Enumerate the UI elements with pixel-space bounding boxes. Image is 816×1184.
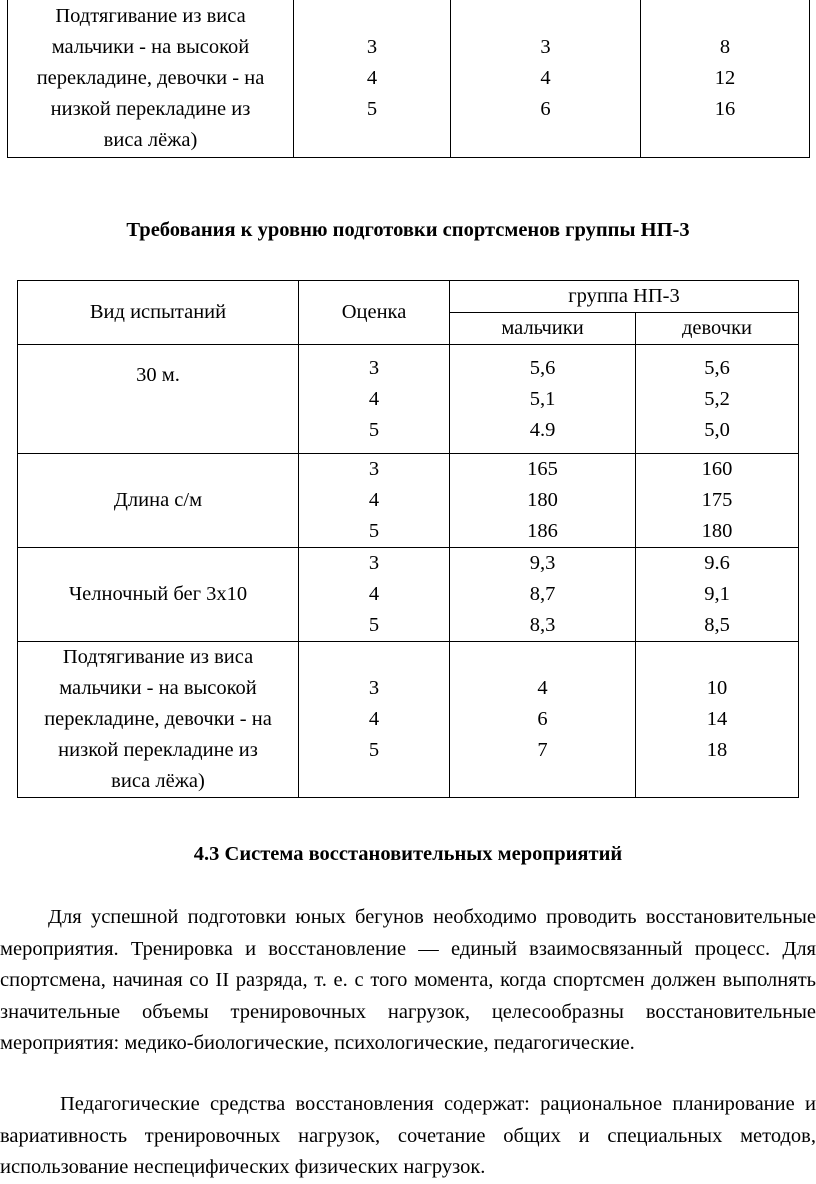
value: 5 — [368, 739, 380, 761]
table-row — [18, 548, 799, 642]
test-name-line: виса лёжа) — [103, 128, 198, 151]
girls-cell — [636, 454, 799, 548]
value: 3 — [368, 552, 380, 574]
value: 180 — [701, 520, 733, 542]
value: 14 — [706, 708, 728, 730]
header-group: группа НП-3 — [450, 281, 799, 313]
value: 5,1 — [529, 387, 556, 410]
test-name-cell — [8, 0, 294, 158]
value: 5,6 — [704, 356, 730, 379]
test-name-line: мальчики - на высокой — [51, 35, 250, 58]
paragraph: Педагогические средства восстановления содержат: рациональное планирование и вариативность тренировочных нагрузок, сочетание общих и специальных методов, использование неспецифических физических нагрузок. — [0, 1093, 816, 1178]
test-name-cell: 30 м. — [18, 345, 299, 454]
header-boys: мальчики — [450, 313, 636, 345]
table-row — [18, 642, 799, 798]
value-cell — [451, 0, 641, 158]
value: 8 — [719, 35, 731, 58]
value: 18 — [706, 739, 728, 761]
value: 5 — [366, 97, 378, 120]
value: 186 — [527, 520, 558, 542]
girls-cell — [636, 345, 799, 454]
header-test: Вид испытаний — [18, 281, 299, 345]
value: 3 — [368, 677, 380, 699]
value: 4 — [368, 489, 380, 511]
test-name-line: перекладине, девочки - на — [36, 66, 265, 89]
value: 4 — [368, 583, 380, 605]
value: 9.6 — [704, 552, 730, 574]
boys-cell — [450, 345, 636, 454]
value: 5,2 — [704, 387, 730, 410]
value: 3 — [540, 35, 551, 58]
value: 8,5 — [704, 614, 730, 636]
value: 165 — [527, 458, 558, 480]
value: 160 — [701, 458, 733, 480]
section-heading: 4.3 Система восстановительных мероприятий — [193, 843, 623, 865]
value: 4 — [368, 387, 380, 410]
test-name-line: перекладине, девочки - на — [44, 708, 272, 730]
paragraph: Для успешной подготовки юных бегунов необходимо проводить восстановительные мероприятия. Тренировка и восстановление — единый взаимосвязанный процесс. Для спортсмена, начиная со II разряда, т. е. с того момента, когда спортсмен должен выполнять значительные объемы тренировочных нагрузок, целесообразны восстановительные мероприятия: медико-биологические, психологические, педагогические. — [0, 906, 816, 1054]
value: 3 — [368, 356, 380, 379]
grade-cell — [294, 0, 451, 158]
value: 180 — [527, 489, 558, 511]
table-title: Требования к уровню подготовки спортсменов группы НП-3 — [126, 219, 690, 241]
table-row — [18, 454, 799, 548]
girls-cell — [636, 548, 799, 642]
test-name-line: низкой перекладине из — [50, 97, 251, 120]
test-name-line: мальчики - на высокой — [59, 677, 257, 699]
value: 10 — [706, 677, 728, 699]
value: 4 — [537, 677, 548, 699]
value: 6 — [537, 708, 548, 730]
grade-cell — [299, 454, 450, 548]
test-name-cell — [18, 642, 299, 798]
boys-cell — [450, 642, 636, 798]
value: 12 — [714, 66, 736, 89]
test-name-cell: Челночный бег 3х10 — [18, 548, 299, 642]
value: 8,3 — [529, 614, 556, 636]
value: 8,7 — [529, 583, 556, 605]
grade-cell — [299, 345, 450, 454]
requirements-table — [17, 280, 799, 798]
value: 6 — [540, 97, 551, 120]
test-name-cell: Длина с/м — [18, 454, 299, 548]
value: 4.9 — [529, 418, 556, 441]
value-cell — [641, 0, 810, 158]
value: 9,3 — [529, 552, 556, 574]
grade-cell — [299, 548, 450, 642]
test-name-line: Подтягивание из виса — [55, 4, 246, 27]
value: 175 — [701, 489, 733, 511]
value: 16 — [714, 97, 736, 120]
value: 5 — [368, 418, 380, 441]
boys-cell — [450, 454, 636, 548]
test-name-line: низкой перекладине из — [58, 739, 258, 761]
header-row — [18, 281, 799, 313]
value: 3 — [366, 35, 378, 58]
table-row — [18, 345, 799, 454]
value: 5,6 — [529, 356, 556, 379]
previous-table-fragment — [7, 0, 810, 158]
value: 4 — [540, 66, 551, 89]
value: 5 — [368, 614, 380, 636]
grade-cell — [299, 642, 450, 798]
test-name-line: виса лёжа) — [111, 770, 205, 792]
value: 5 — [368, 520, 380, 542]
test-name-line: Подтягивание из виса — [62, 646, 254, 668]
value: 7 — [537, 739, 548, 761]
header-girls: девочки — [636, 313, 799, 345]
value: 3 — [368, 458, 380, 480]
girls-cell — [636, 642, 799, 798]
header-grade: Оценка — [299, 281, 450, 345]
value: 4 — [368, 708, 380, 730]
table-row — [8, 0, 810, 158]
value: 5,0 — [704, 418, 730, 441]
boys-cell — [450, 548, 636, 642]
value: 4 — [366, 66, 378, 89]
value: 9,1 — [704, 583, 730, 605]
